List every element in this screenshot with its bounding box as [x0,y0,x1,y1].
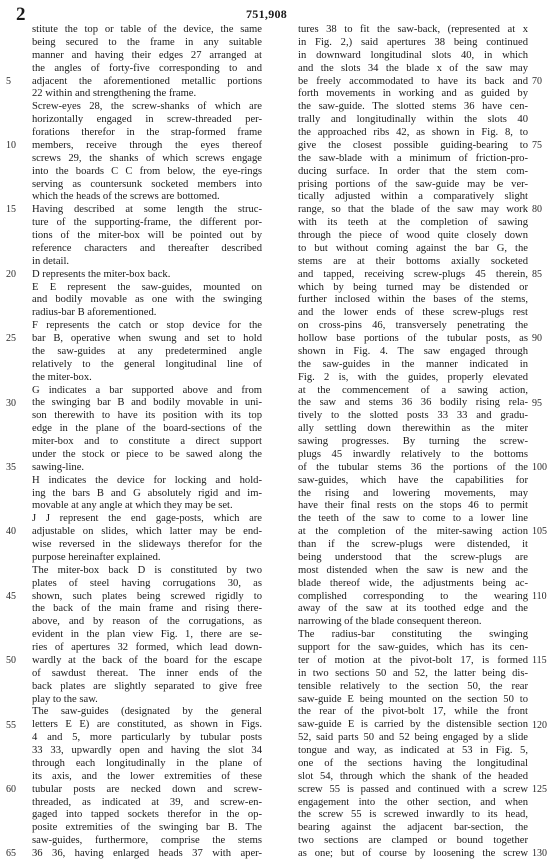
text-line: blade thereof wide, the adjustments being ac- [298,577,528,589]
text-line: Having described at some length the struc- [32,204,262,216]
text-line: trally and longitudinally within the slots 40 [298,114,528,126]
text-line: tensible relatively to the section 50, the rear [298,680,528,692]
text-line: and the lower ends of these screw-plugs rest [298,307,528,319]
text-line: G indicates a bar supported above and from [32,384,262,396]
text-line: adjacent the aforementioned metallic portions [32,75,262,87]
text-line: 36 36, having enlarged heads 37 with aper- [32,848,262,859]
text-line: at the completion of the miter-sawing action [298,526,528,538]
text-line: under the stock or piece to be sawed along the [32,448,262,460]
text-line: ries of apertures 32 formed, which lead down- [32,642,262,653]
text-line: 22 within and strengthening the frame. [32,88,197,100]
text-line: the swinging bar B and bodily movable in uni- [32,397,262,409]
text-line: have their final rests on the stops 46 to permit [298,500,528,512]
text-line: the saw-guide. The slotted stems 36 have cen- [298,101,528,113]
text-line: saw-guide E being mounted on the section 50 to [298,693,528,705]
line-number: 120 [532,719,547,731]
text-line: saw-guide E is carried by the distensible section [298,719,528,731]
text-line: at the commencement of a sawing action, [298,384,528,396]
text-line: the approached ribs 42, as shown in Fig. 8, to [298,127,528,138]
line-number: 65 [6,848,16,860]
text-line: stitute the top or table of the device, the same [32,24,262,35]
text-line: through each longitudinally in the plane of [32,757,262,769]
text-line: the screw 55 is screwed inwardly to its head, [298,809,528,821]
line-number: 125 [532,783,547,795]
text-line: and the slots 34 the blade x of the saw may [298,62,528,74]
text-line: prising portions of the saw-guide may be ver- [298,178,528,190]
text-line: plugs 45 inwardly relatively to the bottoms [298,448,528,460]
text-line: shown, such plates being screwed rigidly to [32,590,262,602]
page-number: 2 [16,4,26,25]
line-number: 30 [6,397,16,409]
line-number: 50 [6,655,16,667]
text-line: serving as countersunk socketed members into [32,178,262,190]
line-number: 110 [532,590,547,602]
line-number: 55 [6,719,16,731]
text-line: engagement into the other section, and when [298,796,528,808]
text-line: ducing surface. In order that the stem com- [298,165,528,177]
text-line: manner and having their edges 27 arranged at [32,49,262,61]
text-line: than if the screw-plugs were distended, it [298,539,528,550]
text-line: Fig. 2 is, with the guides, properly elevated [298,371,528,383]
line-number: 130 [532,848,547,860]
text-line: above, and by reason of the corrugations, as [32,616,262,628]
text-line: the saw-guides in the manner indicated in [298,358,528,370]
text-line: the angles of forty-five corresponding to and [32,62,262,74]
line-number: 35 [6,461,16,473]
text-line: being secured to the frame in any suitable [32,36,262,48]
text-line: posite extremities of the swinging bar B. The [32,822,262,834]
text-line: reference characters and thereafter described [32,242,262,254]
text-line: E E represent the saw-guides, mounted on [32,281,262,293]
text-line: tongue and way, as indicated at 53 in Fig. 5, [298,745,528,756]
text-line: as one; but of course by loosening the screw [298,848,528,859]
text-line: D represents the miter-box back. [32,268,171,280]
text-line: one of the sections having the longitudinal [298,757,528,769]
line-number: 10 [6,139,16,151]
line-number: 105 [532,526,547,538]
line-number: 5 [6,75,11,87]
text-line: stems are at their bottoms axially socketed [298,255,528,267]
text-line: two sections are clamped or bound together [298,835,528,847]
text-line: J J represent the end gage-posts, which are [32,513,262,525]
line-number: 90 [532,333,542,345]
text-line: plates of steel having corrugations 30, as [32,577,262,589]
text-line: the saw-blade with a minimum of friction-pro- [298,152,528,164]
text-line: relatively to the general longitudinal line of [32,358,262,370]
text-line: letters E E) are constituted, as shown in Figs. [32,719,262,731]
text-line: tures 38 to fit the saw-back, (represented at x [298,24,528,35]
text-line: threaded, as indicated at 39, and screw-en- [32,796,262,808]
text-line: The radius-bar constituting the swinging [298,629,528,641]
text-line: edge in the plane of the board-sections of the [32,423,262,435]
text-line: 4 and 5, more particularly by tubular posts [32,732,262,744]
text-line: members, receive through the eyes thereof [32,139,262,151]
line-number: 25 [6,333,16,345]
text-line: adjustable on slides, which latter may be end- [32,526,262,538]
text-line: 33 33, upwardly open and having the slot 34 [32,745,262,756]
text-line: support for the saw-guides, which has its cen- [298,642,528,653]
text-line: which by being turned may be distended or [298,281,528,293]
text-line: forth movements in working and as guided by [298,88,528,100]
line-number: 115 [532,655,547,667]
text-line: shown in Fig. 4. The saw engaged through [298,345,528,357]
text-line: bar B, operative when swung and set to hold [32,333,262,344]
text-line: ture of the supporting-frame, the different por- [32,217,262,229]
text-line: with its teeth at the completion of sawing [298,217,528,229]
text-line: evident in the plan view Fig. 1, there are se- [32,629,262,641]
text-line: the rear of the pivot-bolt 17, while the front [298,706,528,718]
text-line: most distended when the saw is new and the [298,564,528,576]
line-number: 100 [532,461,547,473]
text-line: saw-guides, furthermore, comprise the stems [32,835,262,847]
text-line: F represents the catch or stop device for the [32,320,262,332]
left-text-column [32,24,262,861]
text-line: the saw and stems 36 36 bodily rising rela- [298,397,528,409]
text-line: in downward longitudinal slots 40, in which [298,49,528,61]
line-number: 15 [6,204,16,216]
text-line: bearing against the adjacent bar-section, the [298,822,528,834]
text-line: and tapped, receiving screw-plugs 45 therein, [298,268,528,280]
text-line: complished corresponding to the wearing [298,590,528,602]
text-line: wise reversed in the slideways therefor for the [32,539,262,550]
text-line: horizontally engaged in screw-threaded per- [32,114,262,126]
text-line: range, so that the blade of the saw may work [298,204,528,216]
text-line: the teeth of the saw to come to a lower line [298,513,528,525]
line-number: 60 [6,783,16,795]
text-line: saw-guides, which have the capabilities for [298,474,528,486]
text-line: slot 54, through which the shank of the headed [298,770,528,782]
right-text-column [298,24,528,861]
text-line: play to the saw. [32,693,98,705]
line-number: 40 [6,526,16,538]
text-line: miter-box and to constitute a direct support [32,436,262,447]
line-number: 75 [532,139,542,151]
text-line: narrowing of the blade consequent thereon. [298,616,482,628]
text-line: the back of the main frame and rising there- [32,603,262,615]
text-line: back plates are slightly separated to give free [32,680,262,692]
text-line: radius-bar B aforementioned. [32,307,157,319]
text-line: son therewith to have its position with its top [32,410,262,422]
text-line: tically adjusted within a comparatively slight [298,191,528,203]
text-line: of the tubular stems 36 the portions of the [298,461,528,473]
line-number: 20 [6,268,16,280]
text-line: being understood that the screw-plugs are [298,551,528,563]
text-line: and bodily movable as one with the swinging [32,294,262,306]
text-line: wardly at the back of the board for the escape [32,654,262,666]
text-line: purpose hereinafter explained. [32,551,161,563]
text-line: be freely accommodated to have its back and [298,75,528,87]
line-number: 85 [532,268,542,280]
text-line: in two sections 50 and 52, the latter being dis- [298,667,528,679]
text-line: the saw-guides at any predetermined angle [32,345,262,357]
patent-number: 751,908 [246,7,288,21]
text-line: The saw-guides (designated by the general [32,706,262,718]
text-line: into the boards C C from below, the eye-rings [32,165,262,177]
text-line: ally settling down therewithin as the miter [298,423,528,435]
text-line: sawing progresses. By turning the screw- [298,436,528,447]
text-line: the rising and lowering movements, may [298,487,528,499]
text-line: in detail. [32,255,70,267]
line-number: 45 [6,590,16,602]
text-line: tubular posts are necked down and screw- [32,783,262,795]
line-number: 80 [532,204,542,216]
text-line: screw 55 is passed and continued with a screw [298,783,528,795]
text-line: ing the bars B and G absolutely rigid and im- [32,487,262,499]
text-line: further inclosed within the bases of the stems, [298,294,528,306]
text-line: movable at any angle at which they may be set. [32,500,233,512]
text-line: ter of motion at the pivot-bolt 17, is formed [298,654,528,666]
text-line: 52, said parts 50 and 52 being engaged by a slide [298,732,528,744]
text-line: the miter-box. [32,371,92,383]
text-line: give the closest possible guiding-bearing to [298,139,528,151]
text-line: The miter-box back D is constituted by two [32,564,262,576]
text-line: gaged into tapped sockets therefor in the op- [32,809,262,821]
text-line: Screw-eyes 28, the screw-shanks of which are [32,101,262,113]
text-line: tively to the slotted posts 33 33 and gradu- [298,410,528,422]
text-line: tions of the miter-box will be pointed out by [32,230,262,241]
text-line: forations therefor in the strap-formed frame [32,127,262,138]
text-line: its axis, and the lower extremities of these [32,770,262,782]
text-line: hollow base portions of the tubular posts, as [298,333,528,344]
text-line: through the piece of wood quite closely down [298,230,528,241]
text-line: in Fig. 2,) said apertures 38 being continued [298,36,528,48]
text-line: to but without coming against the bar G, the [298,242,528,254]
text-line: away of the saw at its toothed edge and the [298,603,528,615]
text-line: of sawdust thereat. The inner ends of the [32,667,262,679]
line-number: 70 [532,75,542,87]
text-line: H indicates the device for locking and hold- [32,474,262,486]
text-line: screws 29, the shanks of which screws engage [32,152,262,164]
text-line: sawing-line. [32,461,85,473]
text-line: which the heads of the screws are bottomed. [32,191,220,203]
text-line: on cross-pins 46, transversely penetrating the [298,320,528,332]
line-number: 95 [532,397,542,409]
